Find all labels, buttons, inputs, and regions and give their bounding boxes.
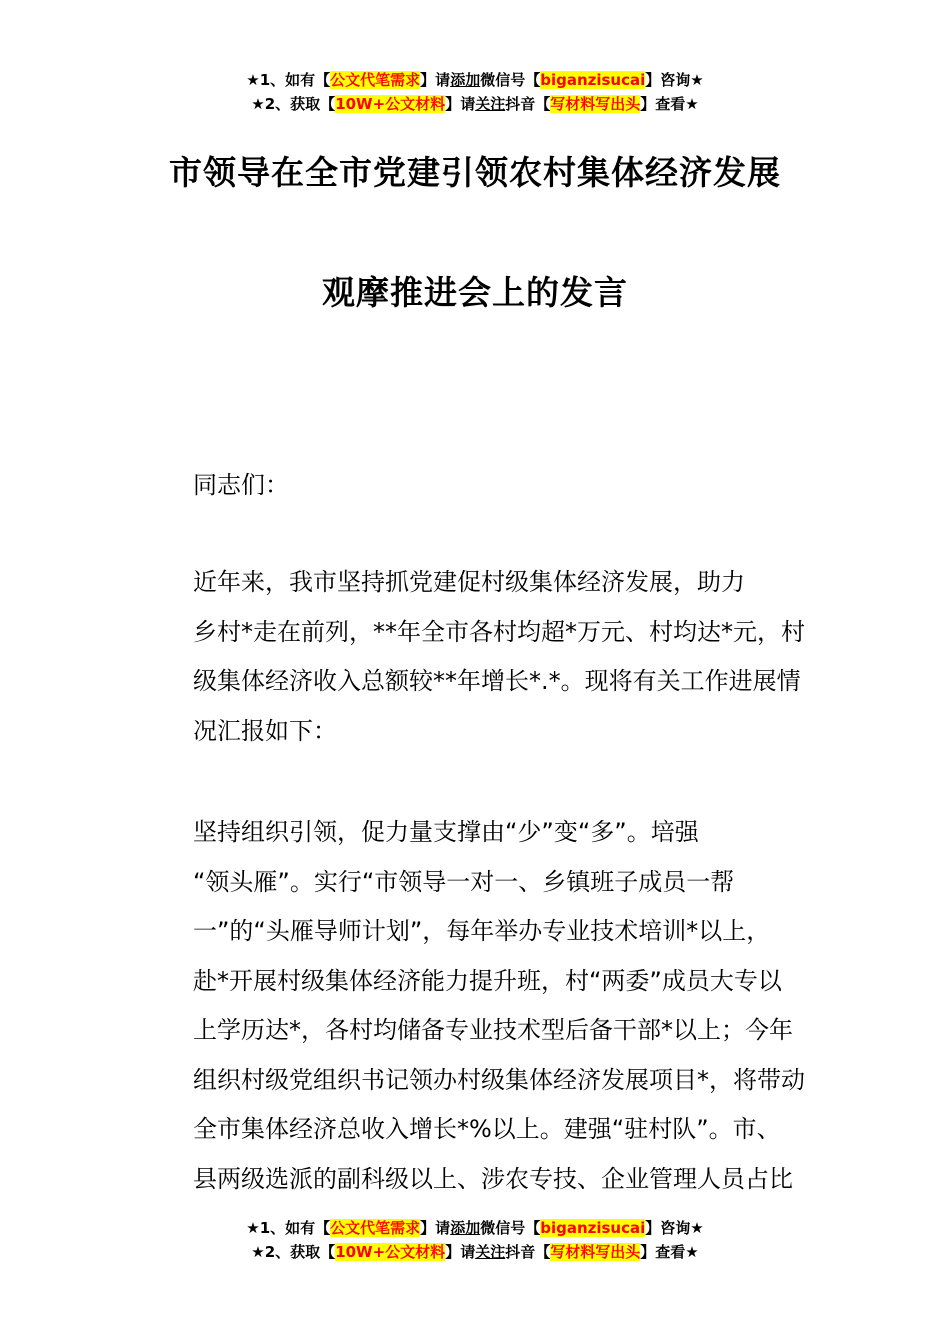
paragraph-organization <box>145 808 810 1204</box>
paragraph-line: 乡村*走在前列，**年全市各村均超*万元、村均达*元，村 <box>193 617 805 646</box>
paragraph-intro <box>145 558 810 756</box>
greeting: 同志们： <box>193 471 289 499</box>
paragraph-line: 组织村级党组织书记领办村级集体经济发展项目*，将带动 <box>193 1065 805 1094</box>
paragraph-line: 近年来，我市坚持抓党建促村级集体经济发展，助力 <box>193 568 745 596</box>
document-title-line-2: 观摩推进会上的发言 <box>322 273 628 312</box>
paragraph-line: 级集体经济收入总额较**年增长*.*。现将有关工作进展情 <box>193 667 801 695</box>
paragraph-line: “领头雁”。实行“市领导一对一、乡镇班子成员一帮 <box>193 867 735 896</box>
promo-banner-top <box>0 68 950 116</box>
paragraph-line: 赴*开展村级集体经济能力提升班，村“两委”成员大专以 <box>193 966 782 995</box>
paragraph-line: 一”的“头雁导师计划”，每年举办专业技术培训*以上， <box>193 917 771 945</box>
document-title-line-1: 市领导在全市党建引领农村集体经济发展 <box>169 153 781 192</box>
paragraph-line: 全市集体经济总收入增长*%以上。建强“驻村队”。市、 <box>193 1115 781 1143</box>
paragraph-line: 况汇报如下： <box>193 716 337 745</box>
paragraph-line: 县两级选派的副科级以上、涉农专技、企业管理人员占比 <box>193 1164 793 1193</box>
promo-line-2: ★2、获取【10W+公文材料】请关注抖音【写材料写出头】查看★ <box>251 95 699 113</box>
paragraph-line: 坚持组织引领，促力量支撑由“少”变“多”。培强 <box>193 818 699 846</box>
promo-line-1: ★1、如有【公文代笔需求】请添加微信号【biganzisucai】咨询★ <box>246 1219 704 1237</box>
promo-banner-bottom <box>0 1216 950 1264</box>
promo-line-2: ★2、获取【10W+公文材料】请关注抖音【写材料写出头】查看★ <box>251 1243 699 1261</box>
paragraph-line: 上学历达*，各村均储备专业技术型后备干部*以上；今年 <box>193 1016 793 1044</box>
promo-line-1: ★1、如有【公文代笔需求】请添加微信号【biganzisucai】咨询★ <box>246 71 704 89</box>
